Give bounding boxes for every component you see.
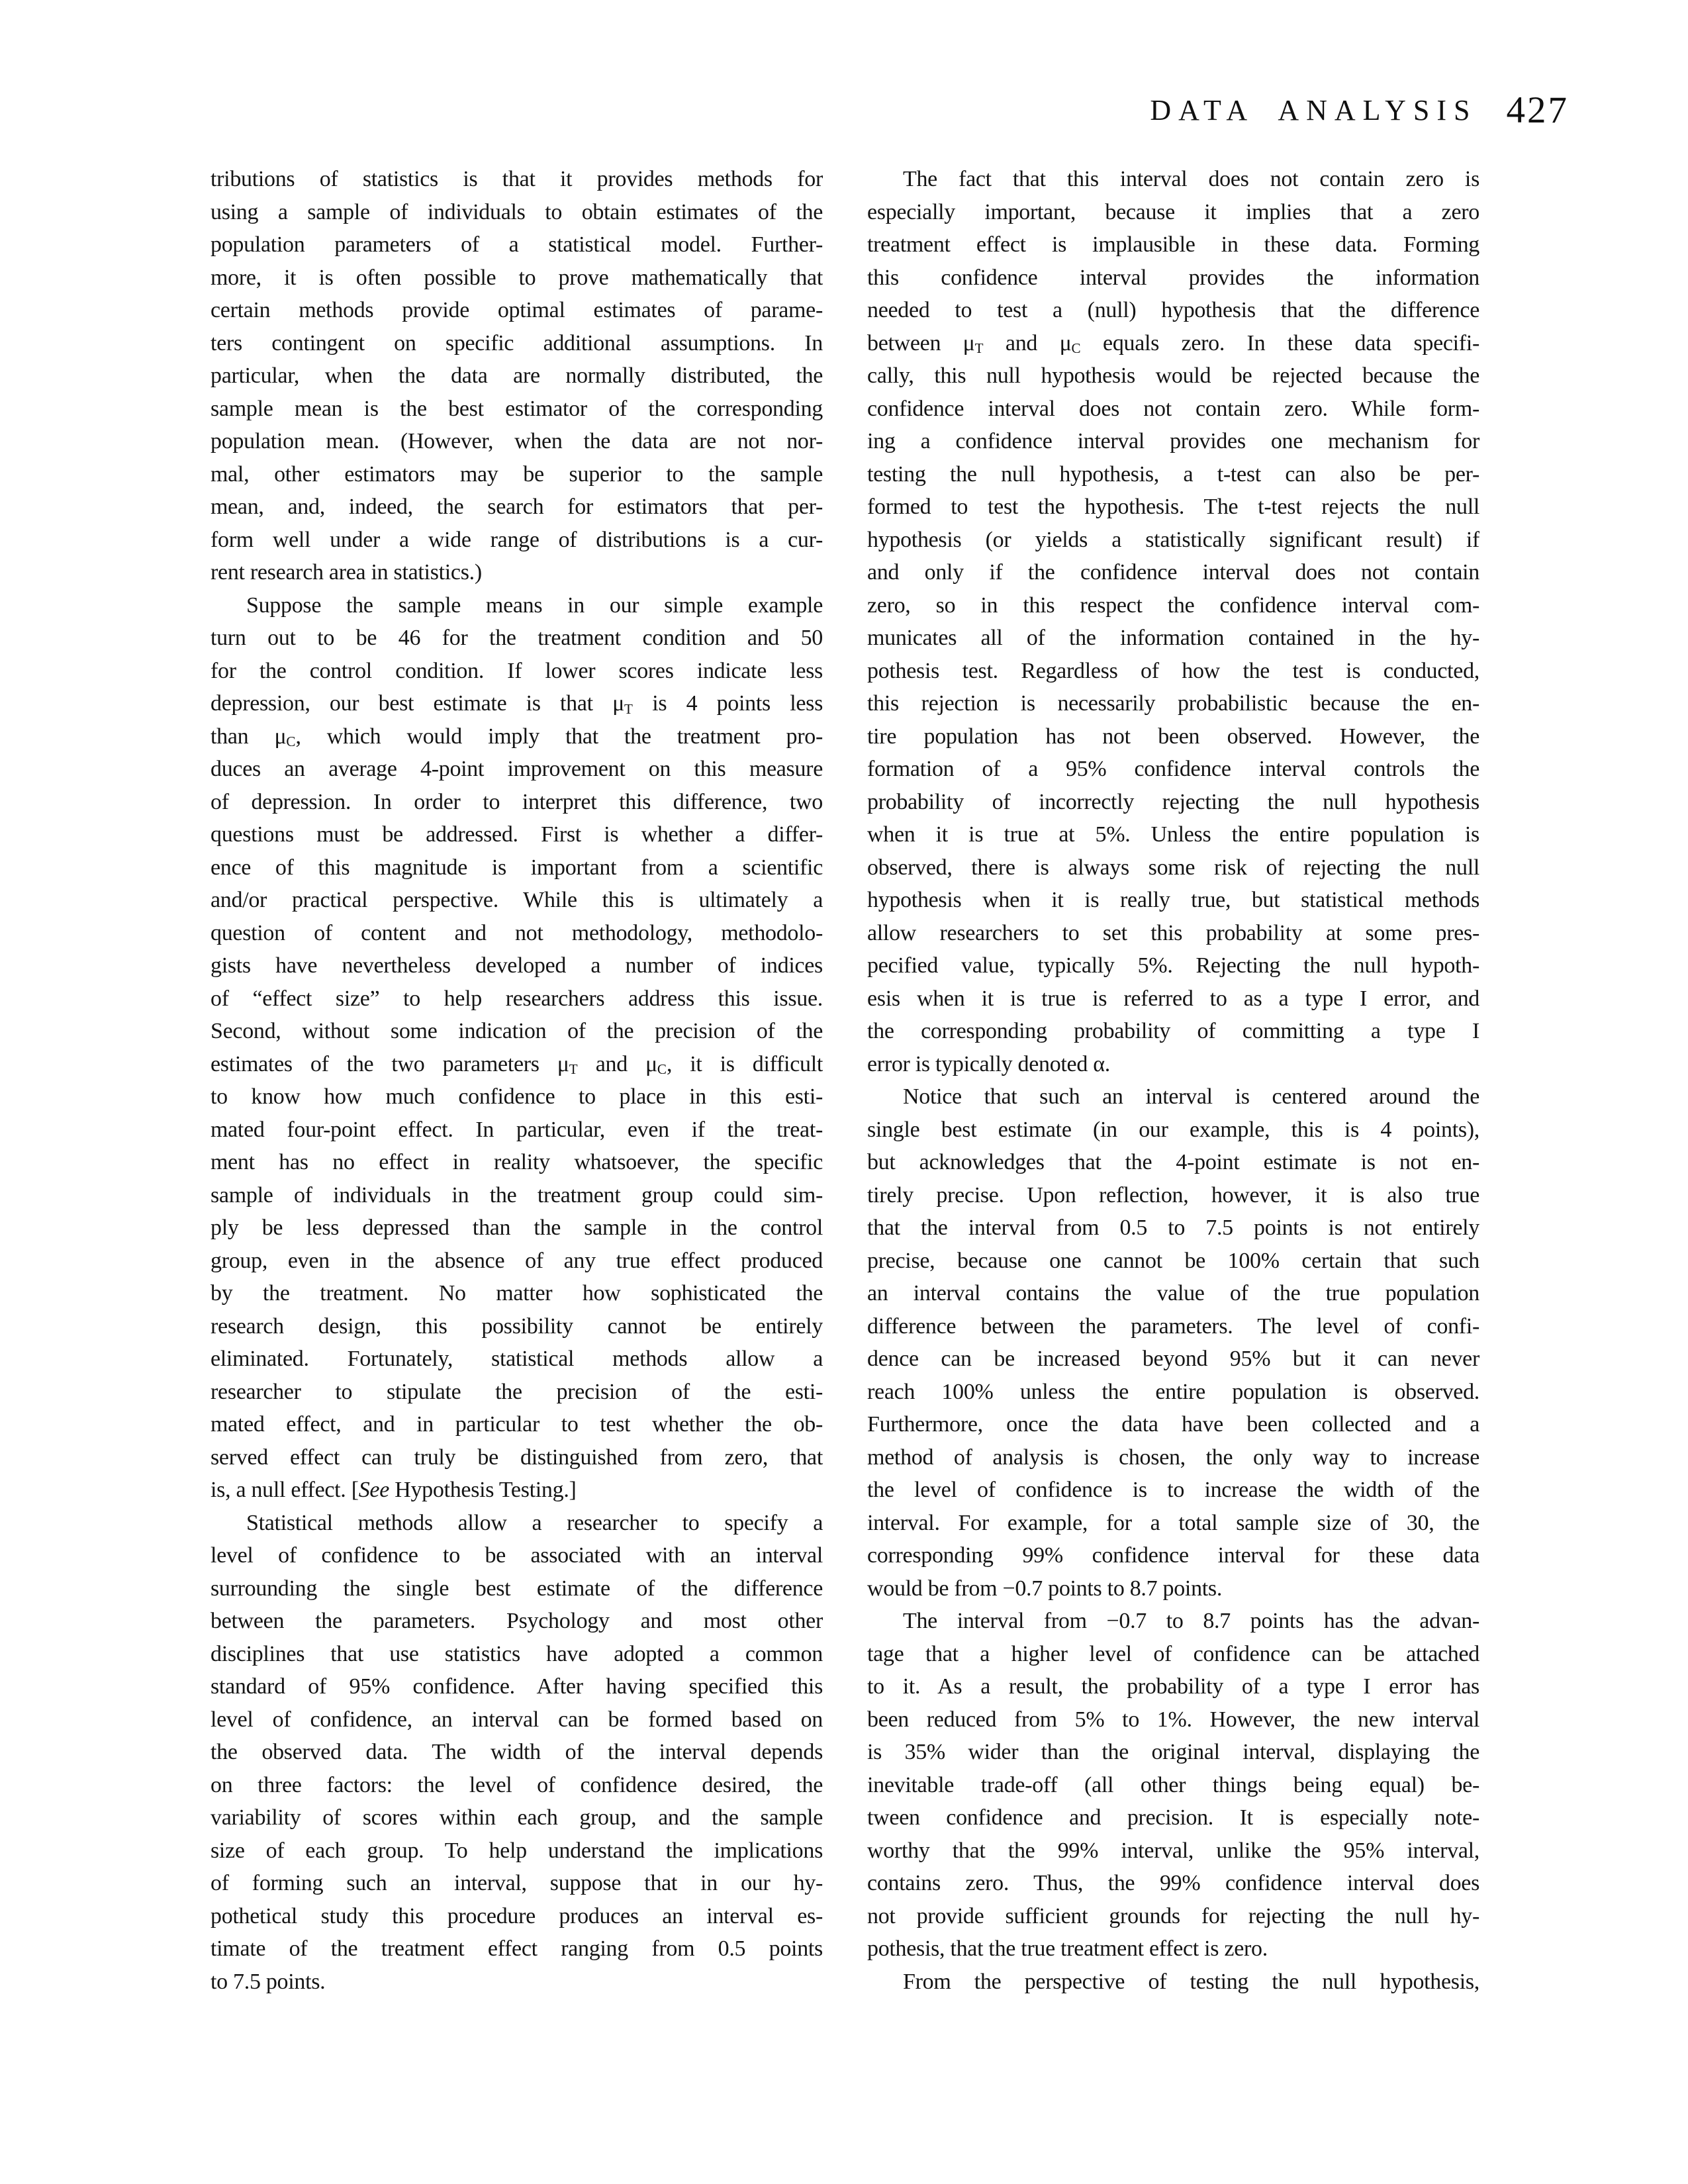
text-line: single best estimate (in our example, this is 4 points), bbox=[867, 1117, 1479, 1142]
text-line: researcher to stipulate the precision of the esti- bbox=[211, 1379, 823, 1404]
text-line: is, a null effect. [See Hypothesis Testing.] bbox=[211, 1478, 577, 1502]
text-line: Suppose the sample means in our simple example bbox=[246, 593, 823, 618]
text-line: questions must be addressed. First is whether a differ- bbox=[211, 822, 823, 847]
text-line: of depression. In order to interpret this difference, two bbox=[211, 789, 823, 814]
text-line: been reduced from 5% to 1%. However, the new interval bbox=[867, 1707, 1479, 1732]
text-line: would be from −0.7 points to 8.7 points. bbox=[867, 1576, 1223, 1601]
text-line: group, even in the absence of any true effect produced bbox=[211, 1248, 823, 1273]
text-line: esis when it is true is referred to as a type I error, and bbox=[867, 986, 1479, 1011]
mu-C-symbol: $\mu_C$ bbox=[1059, 330, 1081, 357]
text-line: allow researchers to set this probability at some pres- bbox=[867, 920, 1479, 945]
text-line: zero, so in this respect the confidence interval com- bbox=[867, 593, 1479, 618]
column-right bbox=[867, 163, 1479, 1998]
text-line: this rejection is necessarily probabilistic because the en- bbox=[867, 691, 1479, 716]
text-line: mated four-point effect. In particular, even if the treat- bbox=[211, 1117, 823, 1142]
text-line: the observed data. The width of the interval depends bbox=[211, 1740, 823, 1764]
text-line: pecified value, typically 5%. Rejecting the null hypoth- bbox=[867, 953, 1479, 978]
text-line: standard of 95% confidence. After having specified this bbox=[211, 1674, 823, 1699]
text-line: question of content and not methodology, methodolo- bbox=[211, 920, 823, 945]
text-line: duces an average 4-point improvement on this measure bbox=[211, 757, 823, 781]
text-line: mean, and, indeed, the search for estimators that per- bbox=[211, 495, 823, 519]
paragraph bbox=[867, 1080, 1479, 1605]
text-line: eliminated. Fortunately, statistical methods allow a bbox=[211, 1347, 823, 1371]
text-line: tributions of statistics is that it provides methods for bbox=[211, 167, 823, 191]
text-line: From the perspective of testing the null hypothesis, bbox=[903, 1969, 1479, 1994]
text-line: is 35% wider than the original interval, displaying the bbox=[867, 1740, 1479, 1764]
text-line: pothesis, that the true treatment effect is zero. bbox=[867, 1936, 1268, 1961]
mu-C-symbol: $\mu_C$ bbox=[274, 724, 296, 750]
text-line: needed to test a (null) hypothesis that the difference bbox=[867, 298, 1479, 322]
text-line: interval. For example, for a total sample size of 30, the bbox=[867, 1510, 1479, 1535]
text-line: the level of confidence is to increase the width of the bbox=[867, 1478, 1479, 1502]
text-line: confidence interval does not contain zero. While form- bbox=[867, 396, 1479, 421]
text-line: ters contingent on specific additional assumptions. In bbox=[211, 330, 823, 356]
text-line: Furthermore, once the data have been collected and a bbox=[867, 1412, 1479, 1437]
text-line: level of confidence to be associated with an interval bbox=[211, 1543, 823, 1568]
text-line: research design, this possibility cannot be entirely bbox=[211, 1313, 823, 1339]
text-line: ing a confidence interval provides one mechanism for bbox=[867, 429, 1479, 453]
text-line: variability of scores within each group, and the sample bbox=[211, 1805, 823, 1830]
text-line: reach 100% unless the entire population is observed. bbox=[867, 1379, 1479, 1404]
text-line: to know how much confidence to place in this esti- bbox=[211, 1084, 823, 1109]
text-line: pothesis test. Regardless of how the test is conducted, bbox=[867, 658, 1479, 683]
text-line: tween confidence and precision. It is especially note- bbox=[867, 1805, 1479, 1830]
alpha-symbol: α bbox=[1093, 1051, 1105, 1076]
text-line: formed to test the hypothesis. The t-test rejects the null bbox=[867, 495, 1479, 519]
text-line: depression, our best estimate is that $\mu_T$ is 4 points less bbox=[211, 691, 823, 717]
text-line: size of each group. To help understand the implications bbox=[211, 1838, 823, 1863]
text-line: testing the null hypothesis, a t-test can also be per- bbox=[867, 461, 1479, 487]
text-line: especially important, because it implies that a zero bbox=[867, 199, 1479, 224]
text-line: this confidence interval provides the information bbox=[867, 265, 1479, 290]
text-line: form well under a wide range of distributions is a cur- bbox=[211, 527, 823, 552]
text-line: corresponding 99% confidence interval for these data bbox=[867, 1543, 1479, 1568]
paragraph bbox=[211, 589, 823, 1507]
text-line: mal, other estimators may be superior to the sample bbox=[211, 461, 823, 487]
text-line: The interval from −0.7 to 8.7 points has the advan- bbox=[903, 1609, 1479, 1633]
text-line: hypothesis (or yields a statistically significant result) if bbox=[867, 527, 1479, 552]
text-line: timate of the treatment effect ranging from 0.5 points bbox=[211, 1936, 823, 1961]
text-line: gists have nevertheless developed a number of indices bbox=[211, 953, 823, 978]
text-line: more, it is often possible to prove mathematically that bbox=[211, 265, 823, 290]
text-line: rent research area in statistics.) bbox=[211, 560, 482, 585]
text-line: The fact that this interval does not contain zero is bbox=[903, 167, 1479, 191]
text-line: population mean. (However, when the data are not nor- bbox=[211, 429, 823, 453]
text-line: and/or practical perspective. While this is ultimately a bbox=[211, 888, 823, 912]
text-line: estimates of the two parameters $\mu_T$ and $\mu_C$, it is difficult bbox=[211, 1051, 823, 1078]
text-line: of forming such an interval, suppose that in our hy- bbox=[211, 1871, 823, 1895]
text-line: surrounding the single best estimate of the difference bbox=[211, 1576, 823, 1601]
text-line: ence of this magnitude is important from a scientific bbox=[211, 855, 823, 880]
paragraph bbox=[867, 163, 1479, 1080]
text-line: sample of individuals in the treatment group could sim- bbox=[211, 1182, 823, 1208]
text-line: not provide sufficient grounds for rejecting the null hy- bbox=[867, 1903, 1479, 1928]
text-line: inevitable trade-off (all other things being equal) be- bbox=[867, 1772, 1479, 1797]
text-line: when it is true at 5%. Unless the entire population is bbox=[867, 822, 1479, 847]
text-line: difference between the parameters. The level of confi- bbox=[867, 1313, 1479, 1339]
text-line: pothetical study this procedure produces an interval es- bbox=[211, 1903, 823, 1928]
text-line: worthy that the 99% interval, unlike the 95% interval, bbox=[867, 1838, 1479, 1863]
text-line: sample mean is the best estimator of the corresponding bbox=[211, 396, 823, 421]
text-line: of “effect size” to help researchers address this issue. bbox=[211, 986, 823, 1011]
text-line: disciplines that use statistics have adopted a common bbox=[211, 1641, 823, 1666]
running-head bbox=[1150, 86, 1569, 129]
text-line: ply be less depressed than the sample in the control bbox=[211, 1215, 823, 1240]
text-line: to it. As a result, the probability of a type I error has bbox=[867, 1674, 1479, 1699]
text-line: served effect can truly be distinguished from zero, that bbox=[211, 1445, 823, 1470]
text-line: ment has no effect in reality whatsoever, the specific bbox=[211, 1150, 823, 1174]
text-line: hypothesis when it is really true, but statistical methods bbox=[867, 888, 1479, 912]
text-line: level of confidence, an interval can be formed based on bbox=[211, 1707, 823, 1732]
text-line: particular, when the data are normally distributed, the bbox=[211, 363, 823, 388]
text-line: mated effect, and in particular to test whether the ob- bbox=[211, 1412, 823, 1437]
text-line: method of analysis is chosen, the only way to increase bbox=[867, 1445, 1479, 1470]
text-line: for the control condition. If lower scores indicate less bbox=[211, 658, 823, 683]
paragraph bbox=[867, 1605, 1479, 1966]
column-left bbox=[211, 163, 823, 1998]
text-line: contains zero. Thus, the 99% confidence interval does bbox=[867, 1871, 1479, 1895]
text-line: cally, this null hypothesis would be rejected because the bbox=[867, 363, 1479, 388]
mu-T-symbol: $\mu_T$ bbox=[962, 330, 984, 357]
mu-T-symbol: $\mu_T$ bbox=[612, 691, 633, 717]
text-line: to 7.5 points. bbox=[211, 1969, 326, 1994]
text-line: tire population has not been observed. However, the bbox=[867, 724, 1479, 749]
text-line: dence can be increased beyond 95% but it can never bbox=[867, 1347, 1479, 1371]
text-line: on three factors: the level of confidence desired, the bbox=[211, 1772, 823, 1797]
text-line: an interval contains the value of the true population bbox=[867, 1281, 1479, 1306]
text-line: between $\mu_T$ and $\mu_C$ equals zero. In these data specifi- bbox=[867, 330, 1479, 357]
text-line: observed, there is always some risk of rejecting the null bbox=[867, 855, 1479, 880]
text-line: than $\mu_C$, which would imply that the treatment pro- bbox=[211, 724, 823, 750]
text-line: population parameters of a statistical model. Further- bbox=[211, 232, 823, 257]
text-line: certain methods provide optimal estimates of parame- bbox=[211, 298, 823, 322]
text-line: municates all of the information contained in the hy- bbox=[867, 626, 1479, 650]
text-line: between the parameters. Psychology and most other bbox=[211, 1609, 823, 1633]
text-line: and only if the confidence interval does not contain bbox=[867, 560, 1479, 585]
text-line: the corresponding probability of committing a type I bbox=[867, 1019, 1479, 1043]
text-line: that the interval from 0.5 to 7.5 points is not entirely bbox=[867, 1215, 1479, 1240]
mu-T-symbol: $\mu_T$ bbox=[557, 1051, 578, 1078]
text-line: but acknowledges that the 4-point estimate is not en- bbox=[867, 1150, 1479, 1174]
text-line: Statistical methods allow a researcher to specify a bbox=[246, 1510, 823, 1535]
text-line: Second, without some indication of the precision of the bbox=[211, 1019, 823, 1043]
text-line: probability of incorrectly rejecting the null hypothesis bbox=[867, 789, 1479, 814]
page-number: 427 bbox=[1506, 89, 1569, 131]
text-line: formation of a 95% confidence interval controls the bbox=[867, 757, 1479, 781]
text-line: by the treatment. No matter how sophisticated the bbox=[211, 1281, 823, 1306]
text-line: using a sample of individuals to obtain estimates of the bbox=[211, 199, 823, 224]
paragraph bbox=[211, 163, 823, 589]
paragraph bbox=[867, 1966, 1479, 1999]
paragraph bbox=[211, 1507, 823, 1999]
text-line: treatment effect is implausible in these data. Forming bbox=[867, 232, 1479, 257]
text-line: tirely precise. Upon reflection, however, it is also true bbox=[867, 1182, 1479, 1208]
text-line: Notice that such an interval is centered around the bbox=[903, 1084, 1479, 1109]
mu-C-symbol: $\mu_C$ bbox=[645, 1051, 667, 1078]
text-line: error is typically denoted α. bbox=[867, 1051, 1110, 1076]
running-head-title: DATA ANALYSIS bbox=[1150, 94, 1477, 126]
text-line: precise, because one cannot be 100% certain that such bbox=[867, 1248, 1479, 1273]
text-line: turn out to be 46 for the treatment condition and 50 bbox=[211, 626, 823, 650]
text-line: tage that a higher level of confidence can be attached bbox=[867, 1641, 1479, 1666]
